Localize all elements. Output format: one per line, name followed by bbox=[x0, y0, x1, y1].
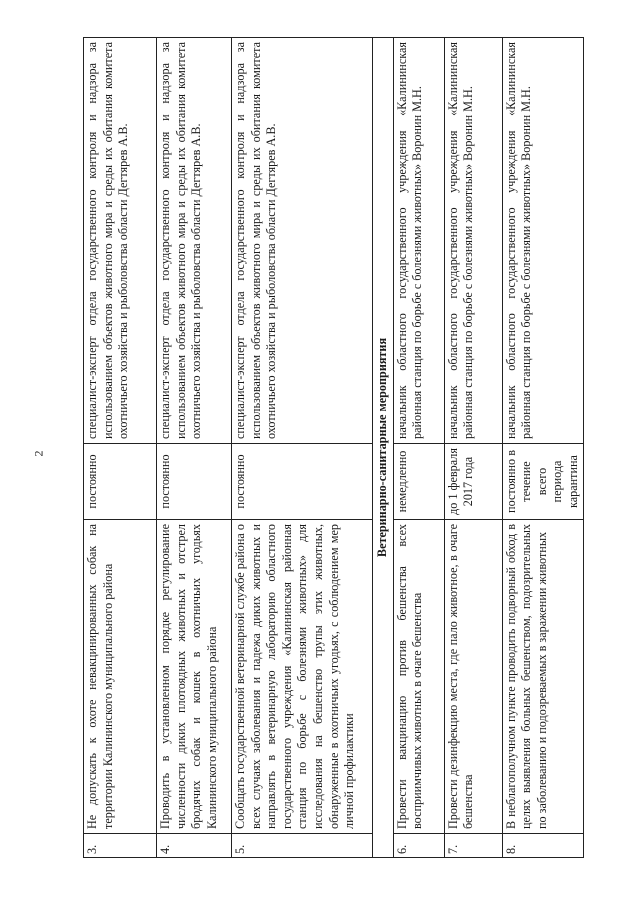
measure-term: до 1 февраля 2017 года bbox=[444, 444, 502, 520]
page-number: 2 bbox=[31, 450, 46, 457]
row-number: 3. bbox=[84, 834, 157, 858]
rotated-page-content bbox=[83, 38, 603, 858]
row-number: 5. bbox=[232, 834, 373, 858]
row-number: 4. bbox=[157, 834, 232, 858]
table-row bbox=[393, 38, 444, 858]
table-row bbox=[502, 38, 583, 858]
measure-text: Провести вакцинацию против бешенства всех восприимчивых животных в очаге бешенства bbox=[393, 520, 444, 834]
table-row bbox=[232, 38, 373, 858]
measure-term: постоянно в течение всего периода карантина bbox=[502, 444, 583, 520]
responsible-person: начальник областного государственного учреждения «Калининская районная станция по борьбе с болезнями животных» Воронин М.Н. bbox=[393, 38, 444, 444]
row-number: 8. bbox=[502, 834, 583, 858]
measure-text: Сообщать государственной ветеринарной службе района о всех случаях заболевания и падежа диких животных и направлять в ветеринарную лабораторию областного государственного учреждения «Калининская районная станция по борьбе с болезнями животных» для исследования на бешенство трупы этих животных, обнаруженные в охотничьих угодьях, с соблюдением мер личной профилактики bbox=[232, 520, 373, 834]
responsible-person: специалист-эксперт отдела государственного контроля и надзора за использованием объектов животного мира и среды их обитания комитета охотничьего хозяйства и рыболовства области Дегтярев А.В. bbox=[84, 38, 157, 444]
row-number: 6. bbox=[393, 834, 444, 858]
measure-term: немедленно bbox=[393, 444, 444, 520]
section-header-row bbox=[373, 38, 394, 858]
measure-term: постоянно bbox=[232, 444, 373, 520]
responsible-person: начальник областного государственного учреждения «Калининская районная станция по борьбе с болезнями животных» Воронин М.Н. bbox=[444, 38, 502, 444]
table-row bbox=[84, 38, 157, 858]
row-number: 7. bbox=[444, 834, 502, 858]
responsible-person: начальник областного государственного учреждения «Калининская районная станция по борьбе с болезнями животных» Воронин М.Н. bbox=[502, 38, 583, 444]
measure-term: постоянно bbox=[84, 444, 157, 520]
responsible-person: специалист-эксперт отдела государственного контроля и надзора за использованием объектов животного мира и среды их обитания комитета охотничьего хозяйства и рыболовства области Дегтярев А.В. bbox=[232, 38, 373, 444]
responsible-person: специалист-эксперт отдела государственного контроля и надзора за использованием объектов животного мира и среды их обитания комитета охотничьего хозяйства и рыболовства области Дегтярев А.В. bbox=[157, 38, 232, 444]
measure-text: Не допускать к охоте невакцинированных собак на территории Калининского муниципального района bbox=[84, 520, 157, 834]
measures-table bbox=[83, 37, 584, 858]
measure-term: постоянно bbox=[157, 444, 232, 520]
measure-text: Проводить в установленном порядке регулирование численности диких плотоядных животных и отстрел бродячих собак и кошек в охотничьих угодьях Калининского муниципального района bbox=[157, 520, 232, 834]
measure-text: В неблагополучном пункте проводить подворный обход в целях выявления больных бешенством, подозрительных по заболеванию и подозреваемых в заражении животных bbox=[502, 520, 583, 834]
measure-text: Провести дезинфекцию места, где пало животное, в очаге бешенства bbox=[444, 520, 502, 834]
table-row bbox=[157, 38, 232, 858]
section-title: Ветеринарно-санитарные мероприятия bbox=[373, 38, 394, 858]
table-row bbox=[444, 38, 502, 858]
